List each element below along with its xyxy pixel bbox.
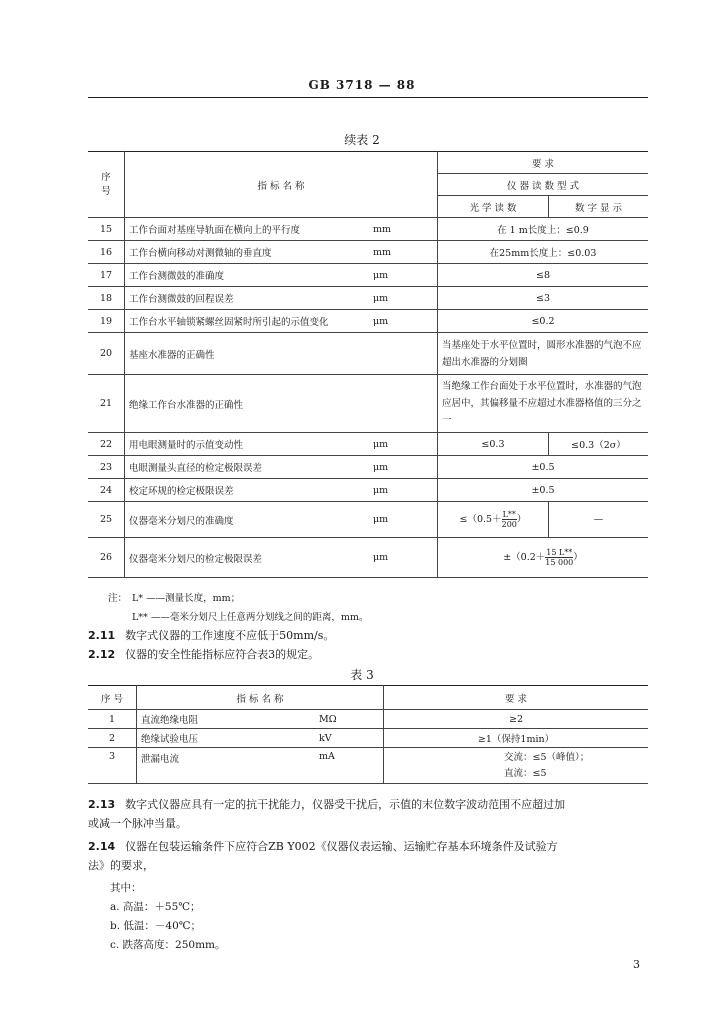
row-opt: ≤0.3	[438, 433, 549, 456]
row-no: 23	[88, 456, 125, 479]
clause-2-13	[88, 795, 648, 833]
clause-text-2: 或减一个脉冲当量。	[88, 817, 187, 830]
row-name: 仪器毫米分划尺的检定极限误差	[125, 538, 370, 578]
row-unit: MΩ	[315, 710, 384, 729]
row-no: 1	[88, 710, 137, 729]
formula-suffix: ）	[516, 514, 527, 525]
row-unit: mm	[369, 241, 438, 264]
row-req: ≤3	[438, 287, 649, 310]
row-no: 15	[88, 218, 125, 241]
row-name: 绝缘试验电压	[137, 729, 316, 748]
row-no: 25	[88, 502, 125, 538]
clause-text-2: 法》的要求，	[88, 859, 154, 872]
row-name: 工作台水平轴锁紧螺丝固紧时所引起的示值变化	[125, 310, 370, 333]
req-dc: 直流：≤5	[504, 767, 547, 779]
col-digital: 数 字 显 示	[548, 196, 648, 218]
row-unit: μm	[369, 538, 438, 578]
row-name: 工作台横向移动对测微轴的垂直度	[125, 241, 370, 264]
clause-number: 2.12	[88, 648, 116, 661]
col-seq: 序 号	[88, 152, 125, 218]
row-name: 泄漏电流	[137, 748, 316, 784]
clause-text: 仪器的安全性能指标应符合表3的规定。	[125, 648, 320, 661]
row-no: 19	[88, 310, 125, 333]
formula-prefix: ±（0.2＋	[503, 552, 546, 563]
clause-2-12	[88, 645, 648, 664]
row-name: 直流绝缘电阻	[137, 710, 316, 729]
row-req: ±0.5	[438, 479, 649, 502]
list-item-b: b. 低温：－40℃；	[110, 920, 202, 932]
col-req: 要 求	[438, 152, 649, 174]
list-item-a: a. 高温：＋55℃；	[110, 901, 201, 913]
row-req: ≥2	[384, 710, 649, 729]
row-unit: μm	[369, 456, 438, 479]
row-name: 用电眼测量时的示值变动性	[125, 433, 370, 456]
clause-number: 2.13	[88, 798, 116, 811]
row-name: 基座水准器的正确性	[125, 333, 370, 375]
table-3	[88, 685, 648, 784]
row-no: 2	[88, 729, 137, 748]
row-no: 21	[88, 375, 125, 433]
header-rule	[88, 97, 648, 98]
formula-fraction	[545, 548, 573, 567]
col-name: 指 标 名 称	[137, 686, 384, 710]
row-no: 26	[88, 538, 125, 578]
row-unit: kV	[315, 729, 384, 748]
row-name: 工作台测微鼓的准确度	[125, 264, 370, 287]
row-unit: μm	[369, 433, 438, 456]
row-no: 22	[88, 433, 125, 456]
col-type: 仪 器 读 数 型 式	[438, 174, 649, 196]
row-req: ≤0.2	[438, 310, 649, 333]
col-name: 指 标 名 称	[125, 152, 438, 218]
req-ac: 交流：≤5（峰值）；	[504, 751, 590, 763]
row-no: 18	[88, 287, 125, 310]
row-req: ±0.5	[438, 456, 649, 479]
row-name: 电眼测量头直径的检定极限误差	[125, 456, 370, 479]
page-number: 3	[633, 958, 640, 971]
row-no: 16	[88, 241, 125, 264]
standard-code: GB 3718 — 88	[308, 78, 416, 92]
row-opt	[438, 502, 549, 538]
formula-fraction	[502, 510, 517, 529]
row-req	[438, 538, 649, 578]
note-2: L** ——毫米分划尺上任意两分划线之间的距离，mm。	[132, 612, 369, 623]
clause-text: 数字式仪器的工作速度不应低于50mm/s。	[125, 629, 335, 642]
row-name: 工作台测微鼓的回程误差	[125, 287, 370, 310]
col-seq: 序 号	[88, 686, 137, 710]
row-unit	[369, 333, 438, 375]
note-1: L* ——测量长度，mm；	[132, 593, 241, 604]
row-no: 17	[88, 264, 125, 287]
row-unit: μm	[369, 287, 438, 310]
row-unit: mm	[369, 218, 438, 241]
clause-number: 2.14	[88, 840, 116, 853]
table3-caption: 表 3	[350, 668, 374, 682]
row-req: ≥1（保持1min）	[384, 729, 649, 748]
row-no: 24	[88, 479, 125, 502]
row-unit: μm	[369, 310, 438, 333]
row-name: 仪器毫米分划尺的准确度	[125, 502, 370, 538]
row-name: 绝缘工作台水准器的正确性	[125, 375, 370, 433]
row-no: 3	[88, 748, 137, 784]
clause-text-1: 数字式仪器应具有一定的抗干扰能力，仪器受干扰后，示值的末位数字波动范围不应超过加	[125, 798, 566, 811]
row-unit: μm	[369, 502, 438, 538]
formula-prefix: ≤（0.5＋	[459, 514, 502, 525]
row-dig: —	[548, 502, 648, 538]
table2-caption: 续表 2	[344, 133, 380, 147]
row-req: ≤8	[438, 264, 649, 287]
row-req: 当基座处于水平位置时，圆形水准器的气泡不应超出水准器的分划圈	[438, 333, 649, 375]
list-item-c: c. 跌落高度：250mm。	[110, 939, 226, 951]
row-unit: mA	[315, 748, 384, 784]
clause-text-1: 仪器在包装运输条件下应符合ZB Y002《仪器仪表运输、运输贮存基本环境条件及试验方	[125, 840, 558, 853]
clause-number: 2.11	[88, 629, 116, 642]
row-unit	[369, 375, 438, 433]
row-dig: ≤0.3（2σ）	[548, 433, 648, 456]
clause-2-14	[88, 837, 648, 875]
row-unit: μm	[369, 479, 438, 502]
list-intro: 其中：	[110, 882, 142, 894]
col-optical: 光 学 读 数	[438, 196, 549, 218]
fraction-numerator: 15 L**	[546, 548, 573, 557]
fraction-denominator: 15 000	[545, 558, 574, 567]
note-label: 注：	[108, 593, 128, 604]
row-name: 校定环规的检定极限误差	[125, 479, 370, 502]
row-unit: μm	[369, 264, 438, 287]
formula-suffix: ）	[573, 552, 583, 563]
fraction-denominator: 200	[501, 520, 517, 529]
row-req: 在25mm长度上：≤0.03	[438, 241, 649, 264]
clause-2-11	[88, 626, 648, 645]
row-req: 在 1 m长度上：≤0.9	[438, 218, 649, 241]
row-no: 20	[88, 333, 125, 375]
row-req	[384, 748, 649, 784]
fraction-numerator: L**	[502, 510, 516, 519]
row-name: 工作台面对基座导轨面在横向上的平行度	[125, 218, 370, 241]
col-req: 要 求	[384, 686, 649, 710]
table-2	[88, 151, 648, 578]
row-req: 当绝缘工作台面处于水平位置时，水准器的气泡应居中，其偏移量不应超过水准器格值的三分之一	[438, 375, 649, 433]
